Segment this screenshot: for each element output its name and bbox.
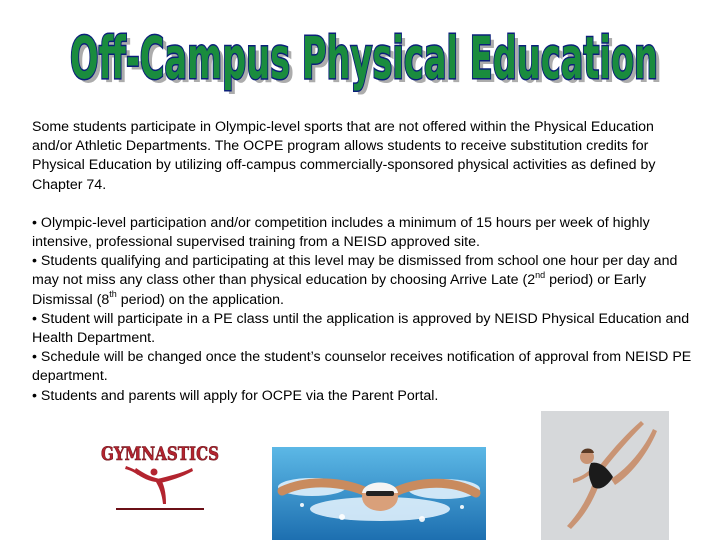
- superscript-nd: nd: [535, 269, 546, 280]
- page-title-text: Off-Campus Physical Education: [70, 24, 658, 92]
- bullet-dismissal-text-1: • Students qualifying and participating at this level may be dismissed from school one hour per day and may not miss any class other than physical education by choosing Arrive Late (2: [32, 253, 678, 289]
- bullet-dismissal-text-3: period) on the application.: [116, 291, 284, 308]
- gymnastics-logo-underline: [116, 508, 204, 510]
- page-title-shadow: Off-Campus Physical Education: [74, 28, 662, 96]
- page-title: [60, 16, 670, 96]
- bullet-dismissal: [32, 252, 692, 310]
- paragraph-spacer: [32, 195, 692, 214]
- bullet-olympic-level: • Olympic-level participation and/or competition includes a minimum of 15 hours per week of highly intensive, professional supervised training from a NEISD approved site.: [32, 214, 650, 251]
- superscript-th: th: [109, 288, 117, 299]
- content-body: [32, 118, 692, 406]
- bullet-schedule: • Schedule will be changed once the student’s counselor receives notification of approval from NEISD PE department.: [32, 349, 692, 385]
- bullet-dismissal-text-2: period) or Early Dismissal (8: [32, 272, 647, 308]
- bullet-parent-portal: • Students and parents will apply for OCPE via the Parent Portal.: [32, 387, 439, 404]
- bullet-pe-class: • Student will participate in a PE class until the application is approved by NEISD Physical Education and Health Department.: [32, 310, 690, 347]
- gymnast-figure-icon: [125, 466, 193, 504]
- leaping-athlete-photo: [541, 411, 669, 540]
- intro-paragraph: Some students participate in Olympic-level sports that are not offered within the Physical Education and/or Athletic Departments. The OCPE program allows students to receive substitution credits for Physical Education by utilizing off-campus commercially-sponsored physical activities as defined by Chapter 74.: [32, 119, 656, 193]
- gymnastics-logo: [96, 432, 224, 518]
- gymnastics-logo-text: GYMNASTICS: [101, 443, 219, 465]
- swimmer-photo: [272, 447, 486, 540]
